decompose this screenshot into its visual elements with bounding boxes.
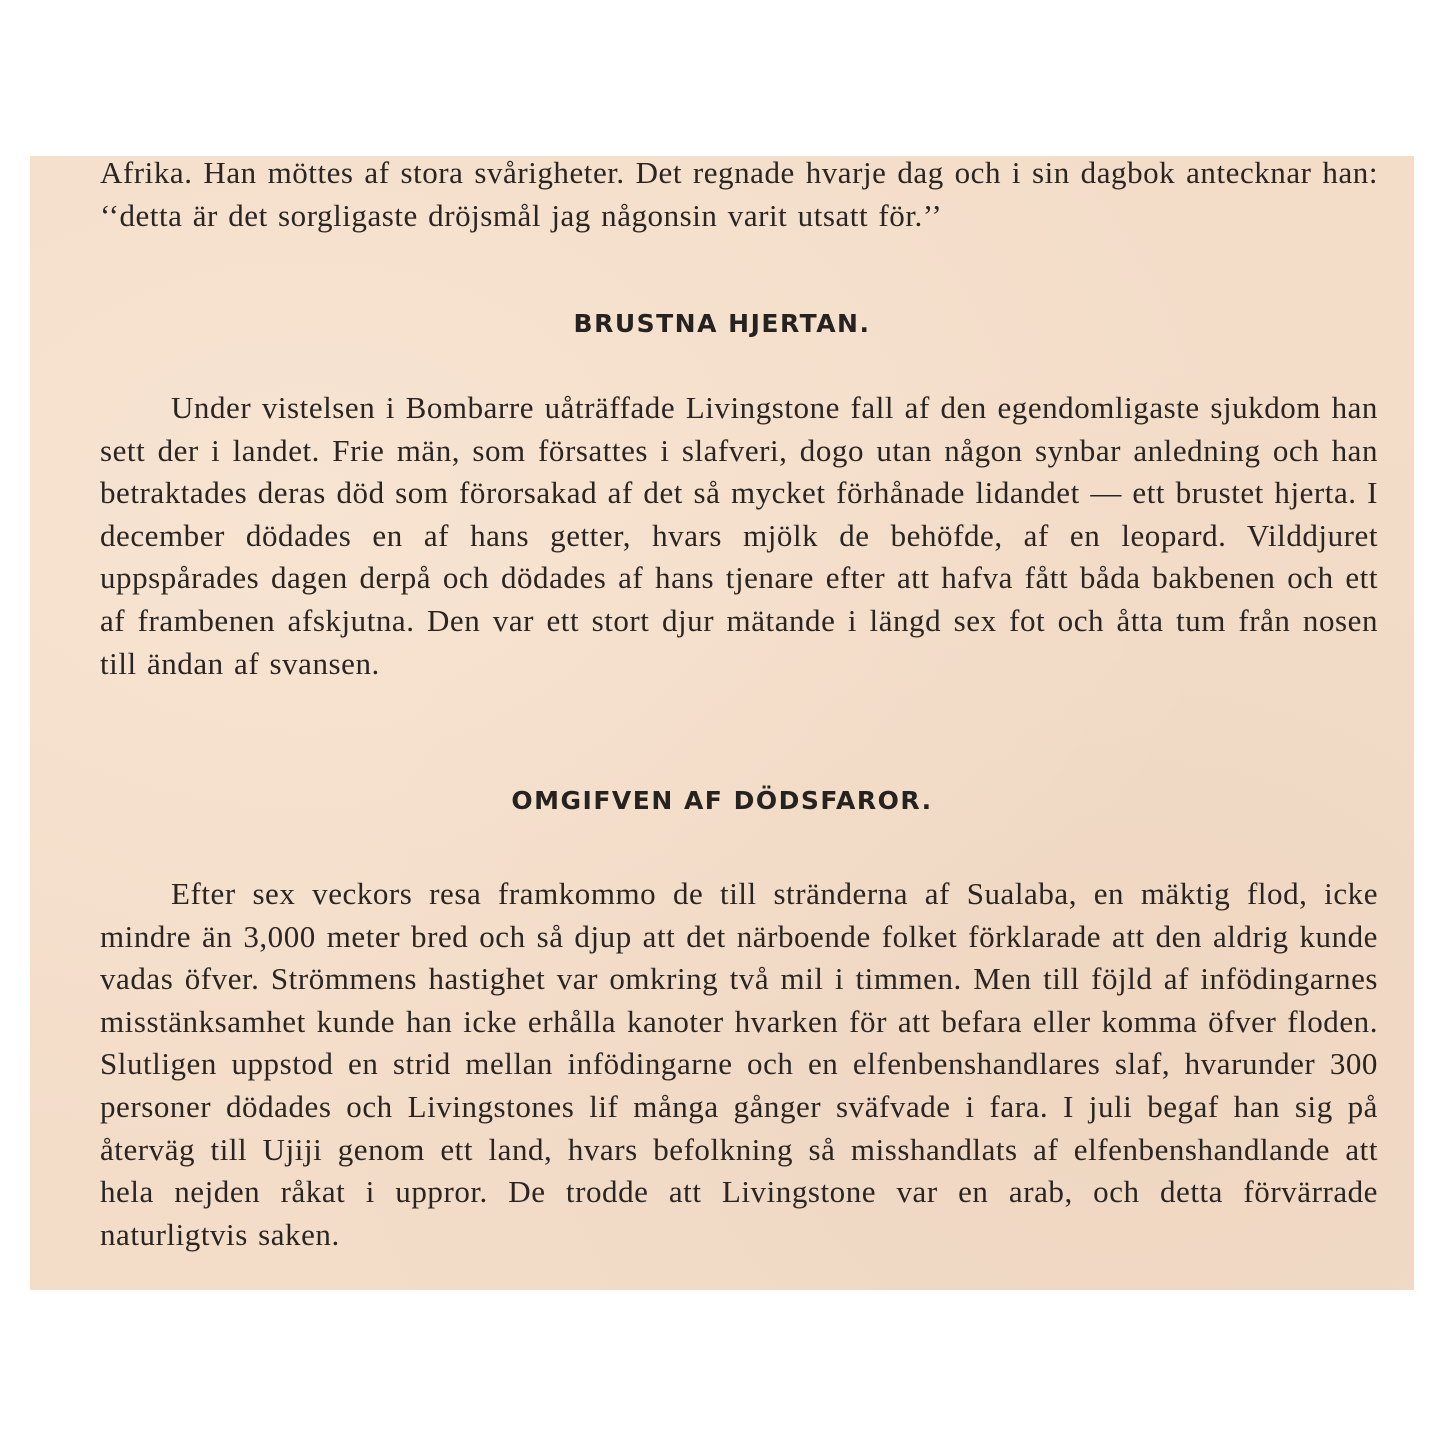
section1-text-block [100,387,1378,685]
intro-paragraph: Afrika. Han möttes af stora svårigheter. Det regnade hvarje dag och i sin dagbok antecknar han: ‘‘detta är det sorgligaste dröjsmål jag någonsin varit utsatt för.’’ [100,156,1378,233]
section2-text-block [100,873,1378,1256]
intro-text-block [100,156,1378,237]
scanned-page [30,156,1414,1290]
section-heading-brustna-hjertan: BRUSTNA HJERTAN. [573,309,871,338]
section1-paragraph: Under vistelsen i Bombarre uåträffade Livingstone fall af den egendomligaste sjukdom han sett der i landet. Frie män, som försattes i slafveri, dogo utan någon synbar anledning och han betraktades deras död som förorsakad af det så mycket förhånade lidandet — ett brustet hjerta. I december dödades en af hans getter, hvars mjölk de behöfde, af en leopard. Vilddjuret uppspårades dagen derpå och dödades af hans tjenare efter att hafva fått båda bakbenen och ett af frambenen afskjutna. Den var ett stort djur mätande i längd sex fot och åtta tum från nosen till ändan af svansen. [100,390,1378,681]
section2-paragraph: Efter sex veckors resa framkommo de till stränderna af Sualaba, en mäktig flod, icke mindre än 3,000 meter bred och så djup att det närboende folket förklarade att den aldrig kunde vadas öfver. Strömmens hastighet var omkring två mil i timmen. Men till föjld af infödingarnes misstänksamhet kunde han icke erhålla kanoter hvarken för att befara eller komma öfver floden. Slutligen uppstod en strid mellan infödingarne och en elfenbenshandlares slaf, hvarunder 300 personer dödades och Livingstones lif många gånger sväfvade i fara. I juli begaf han sig på återväg till Ujiji genom ett land, hvars befolkning så misshandlats af elfenbenshandlande att hela nejden råkat i uppror. De trodde att Livingstone var en arab, och detta förvärrade naturligtvis saken. [100,876,1378,1252]
section-heading-omgifven-af-dodsfaror: OMGIFVEN AF DÖDSFAROR. [511,786,933,815]
